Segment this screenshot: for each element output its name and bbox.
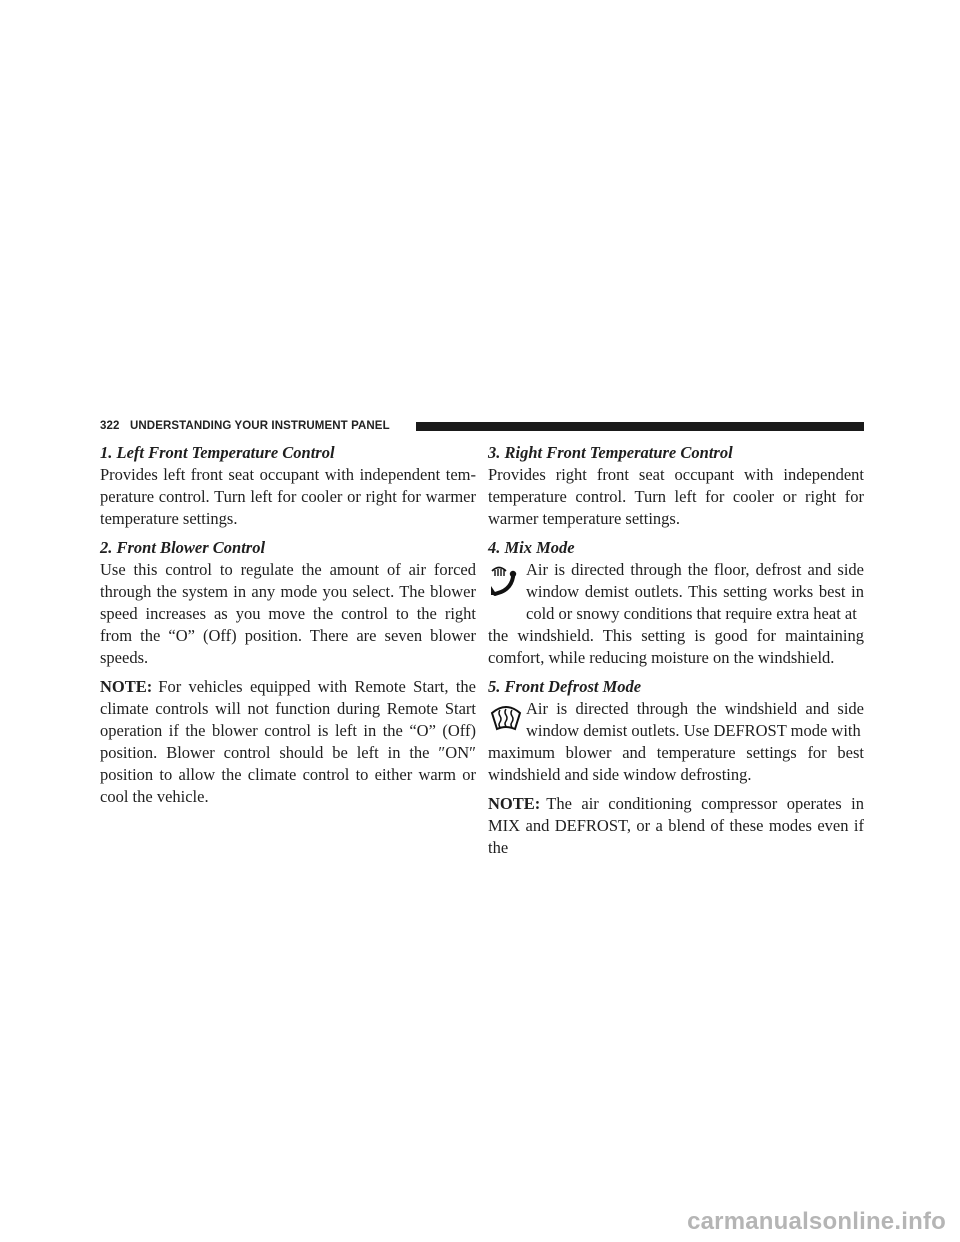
- page-number: 322: [100, 420, 120, 432]
- note-body: For vehicles equipped with Remote Start, the climate controls will not function during Remote Start operation if the blower control is left in the “O” (Off) position. Blower control should be left in the ″ON″ position to allow the climate control to either warm or cool the vehicle.: [100, 677, 476, 806]
- front-defrost-icon: [488, 698, 526, 742]
- section-4-body-rest: the windshield. This setting is good for maintaining comfort, while reducing moisture on the windshield.: [488, 626, 864, 667]
- section-title: UNDERSTANDING YOUR INSTRUMENT PANEL: [130, 420, 390, 432]
- section-1-body: Provides left front seat occupant with independent tem-perature control. Turn left for cooler or right for warmer temperature settings.: [100, 465, 476, 528]
- right-column: [488, 442, 864, 859]
- section-2-body: Use this control to regulate the amount of air forced through the system in any mode you select. The blower speed increases as you move the control to the right from the “O” (Off) position. There are seven blower speeds.: [100, 560, 476, 667]
- section-3-title: 3. Right Front Temperature Control: [488, 443, 733, 462]
- note-label: NOTE:: [100, 677, 153, 696]
- section-4-title: 4. Mix Mode: [488, 538, 575, 557]
- section-5-body-rest: maximum blower and temperature settings for best windshield and side window defrosting.: [488, 743, 864, 784]
- section-5-title: 5. Front Defrost Mode: [488, 677, 642, 696]
- header-rule: [416, 422, 864, 431]
- left-column: [100, 442, 476, 808]
- section-3-body: Provides right front seat occupant with independent temperature control. Turn left for cooler or right for warmer temperature settings.: [488, 465, 864, 528]
- section-1-title: 1. Left Front Temperature Control: [100, 443, 335, 462]
- section-4-body-indented: Air is directed through the floor, defrost and side window demist outlets. This setting works best in cold or snowy conditions that require extra heat at: [526, 560, 864, 623]
- note-paragraph-right: [488, 793, 864, 859]
- mix-mode-icon: [488, 559, 526, 603]
- section-2-title: 2. Front Blower Control: [100, 538, 266, 557]
- watermark: carmanualsonline.info: [687, 1208, 946, 1235]
- note-body-right: The air conditioning compressor operates in MIX and DEFROST, or a blend of these modes even if the: [488, 794, 864, 857]
- section-5-body-indented: Air is directed through the windshield and side window demist outlets. Use DEFROST mode with: [526, 699, 864, 740]
- page-header: [100, 419, 864, 433]
- note-paragraph: [100, 676, 476, 808]
- note-label-right: NOTE:: [488, 794, 541, 813]
